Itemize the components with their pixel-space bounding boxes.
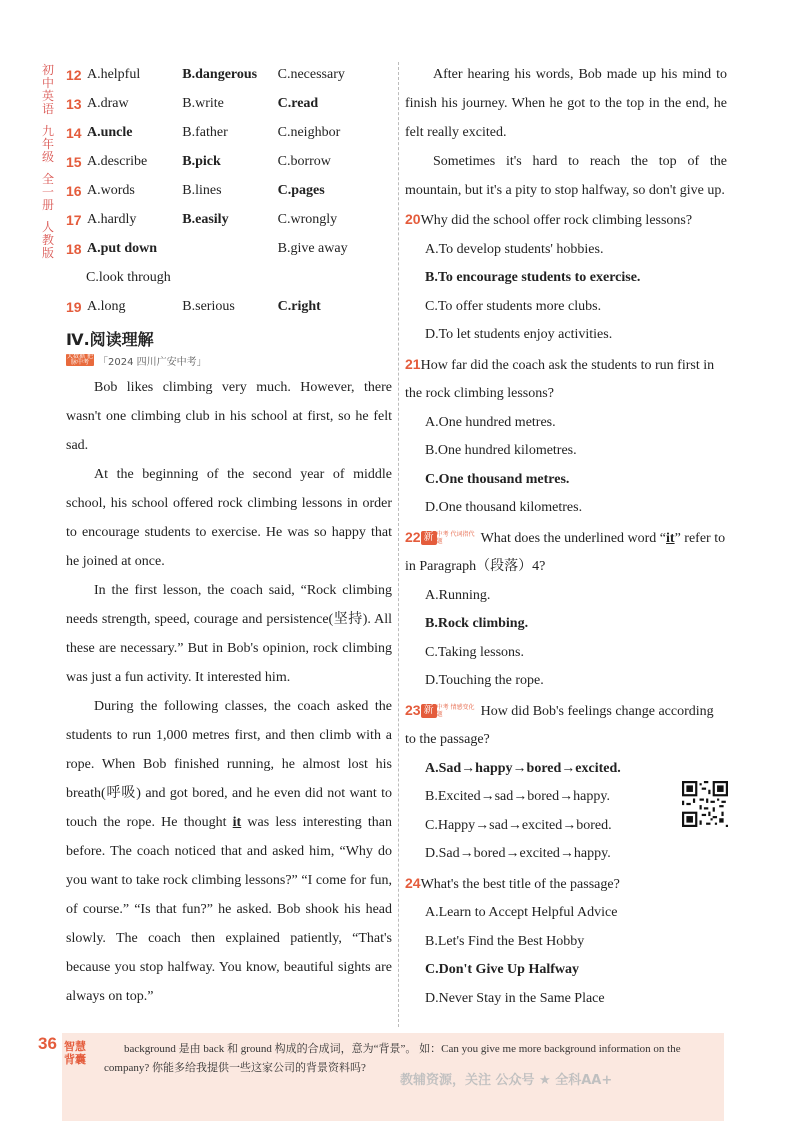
option-c: C.neighbor <box>277 124 341 140</box>
passage-paragraph-4: During the following classes, the coach asked the students to run 1,000 metres first, and then climb with a rope. When Bob finished running, he almost lost his breath(呼吸) and got bored, and he even did not want to touch the rope. He thought it was less interesting than before. The coach noticed that and asked him, “Why do you want to take rock climbing lessons?” “I come for fun, of course.” “Is that fun?” he asked. Bob shook his head slowly. The coach then explained patiently, “That's because you stop halfway. You know, beautiful sights are always on top.” <box>66 699 392 1004</box>
side-tab-grade: 九年级 <box>41 124 54 164</box>
option-b: B.father <box>182 124 228 140</box>
answer-option: C.Taking lessons. <box>425 644 524 660</box>
option-c: C.read <box>277 95 319 111</box>
underlined-it: it <box>232 815 242 830</box>
option-b: B.easily <box>182 211 229 227</box>
answer-option: A.Running. <box>425 587 491 603</box>
answer-option: B.Rock climbing. <box>425 616 529 631</box>
option-row: 12 A.helpful B.dangerous C.necessary <box>66 60 392 89</box>
answer-option: A.Learn to Accept Helpful Advice <box>425 905 618 920</box>
source-row <box>66 351 392 369</box>
option-a: A.hardly <box>86 211 137 227</box>
left-column <box>66 60 392 1011</box>
option-a: A.describe <box>86 153 148 169</box>
answer-option: B.Let's Find the Best Hobby <box>425 933 585 949</box>
answer-option: D.One thousand kilometres. <box>425 500 583 515</box>
option-c: C.necessary <box>277 66 345 82</box>
answer-option: B.One hundred kilometres. <box>425 443 577 458</box>
option-a: A.draw <box>86 95 129 111</box>
answer-option: B.To encourage students to exercise. <box>425 270 641 285</box>
question-21: 21How far did the coach ask the students to run first in the rock climbing lessons? A.One hundred metres. B.One hundred kilometres. C.One thousand metres. D.One thousand kilometres. <box>405 350 727 523</box>
answer-option: A.One hundred metres. <box>425 414 556 430</box>
option-b: B.dangerous <box>182 66 258 82</box>
option-c: C.look through <box>86 269 171 285</box>
option-row: 15 A.describe B.pick C.borrow <box>66 147 392 176</box>
answer-option: D.Sad→bored→excited→happy. <box>425 846 611 861</box>
option-a: A.words <box>86 182 135 198</box>
option-row <box>66 263 392 292</box>
question-22: 22 新 中考 代词指代题 What does the underlined word “it” refer to in Paragraph（段落）4? A.Running. B.Rock climbing. C.Taking lessons. D.Touching the rope. <box>405 523 727 696</box>
side-tab-volume: 全一册 <box>41 172 54 212</box>
column-divider <box>398 62 399 1027</box>
answer-option: C.To offer students more clubs. <box>425 298 602 314</box>
question-type-tag: 中考 代词指代题 <box>436 531 475 546</box>
new-badge: 新 <box>421 704 437 718</box>
answer-option: C.Happy→sad→excited→bored. <box>425 817 612 833</box>
right-column <box>405 60 727 1013</box>
passage-paragraph-6: Sometimes it's hard to reach the top of the mountain, but it's a pity to stop halfway, so don't give up. <box>405 154 727 198</box>
option-a: A.long <box>86 298 126 314</box>
option-c: C.wrongly <box>277 211 338 227</box>
answer-option: A.Sad→happy→bored→excited. <box>425 760 621 776</box>
watermark: 教辅资源，关注 公众号 ★ 全科AA+ <box>400 1073 613 1088</box>
question-type-tag: 中考 情感变化题 <box>436 704 475 719</box>
side-tab-subject: 初中英语 <box>41 63 54 116</box>
option-b: B.write <box>182 95 224 111</box>
passage-paragraph-3: In the first lesson, the coach said, “Rock climbing needs strength, speed, courage and persistence(坚持). All these are necessary.” But in Bob's opinion, rock climbing was just a fun activity. It interested him. <box>66 583 392 685</box>
passage-paragraph-2: At the beginning of the second year of middle school, his school offered rock climbing lessons in order to encourage students to exercise. He was so happy that he joined at once. <box>66 467 392 569</box>
question-24: 24What's the best title of the passage? A.Learn to Accept Helpful Advice B.Let's Find the Best Hobby C.Don't Give Up Halfway D.Never Stay in the Same Place <box>405 869 727 1014</box>
option-b: B.give away <box>277 240 348 256</box>
option-a: A.put down <box>86 240 157 256</box>
option-row: 16 A.words B.lines C.pages <box>66 176 392 205</box>
option-b: B.lines <box>182 182 222 198</box>
option-row: 13 A.draw B.write C.read <box>66 89 392 118</box>
answer-option: C.Don't Give Up Halfway <box>425 962 579 977</box>
answer-option: C.One thousand metres. <box>425 471 570 487</box>
option-b: B.pick <box>182 153 221 169</box>
passage-paragraph-5: After hearing his words, Bob made up his mind to finish his journey. When he got to the top in the end, he felt really excited. <box>405 67 727 140</box>
answer-option: B.Excited→sad→bored→happy. <box>425 789 610 804</box>
side-tab-edition: 人教版 <box>41 220 54 260</box>
option-a: A.helpful <box>86 66 141 82</box>
option-row: 18 A.put down B.give away <box>66 234 392 263</box>
option-a: A.uncle <box>86 124 133 140</box>
option-c: C.borrow <box>277 153 331 169</box>
bigdata-badge: 大数据 把脉中考 <box>67 353 93 366</box>
option-row: 14 A.uncle B.father C.neighbor <box>66 118 392 147</box>
question-23: 23 新 中考 情感变化题 How did Bob's feelings change according to the passage? A.Sad→happy→bored→excited. B.Excited→sad→bored→happy. C.Happy→sad→excited→bored. D.Sad→bored→excited→happy. <box>405 696 727 869</box>
answer-option: D.To let students enjoy activities. <box>425 327 613 342</box>
question-20: 20Why did the school offer rock climbing lessons? A.To develop students' hobbies. B.To encourage students to exercise. C.To offer students more clubs. D.To let students enjoy activities. <box>405 205 727 350</box>
option-c: C.pages <box>277 182 325 198</box>
side-tab <box>40 64 56 269</box>
option-b: B.serious <box>182 298 235 314</box>
qr-code-icon[interactable] <box>682 781 728 827</box>
option-row: 19 A.long B.serious C.right <box>66 292 392 321</box>
footer-note: background 是由 back 和 ground 构成的合成词，意为“背景”。 如：Can you give me more background information on the company? 你能多给我提供一些这家公司的背景资料吗? <box>104 1043 681 1074</box>
option-row: 17 A.hardly B.easily C.wrongly <box>66 205 392 234</box>
answer-option: D.Never Stay in the Same Place <box>425 990 605 1006</box>
option-c: C.right <box>277 298 321 314</box>
cloze-options <box>66 60 392 321</box>
source-label: 「2024 四川广安中考」 <box>98 356 207 368</box>
page-number: 36 <box>38 1034 57 1053</box>
wisdom-label: 智慧背囊 <box>64 1040 86 1066</box>
answer-option: A.To develop students' hobbies. <box>425 241 604 257</box>
passage-paragraph-1: Bob likes climbing very much. However, there wasn't one climbing club in his school at first, so he felt sad. <box>66 380 392 453</box>
answer-option: D.Touching the rope. <box>425 673 544 688</box>
new-badge: 新 <box>421 531 437 545</box>
section-title: Ⅳ.阅读理解 <box>66 329 154 349</box>
